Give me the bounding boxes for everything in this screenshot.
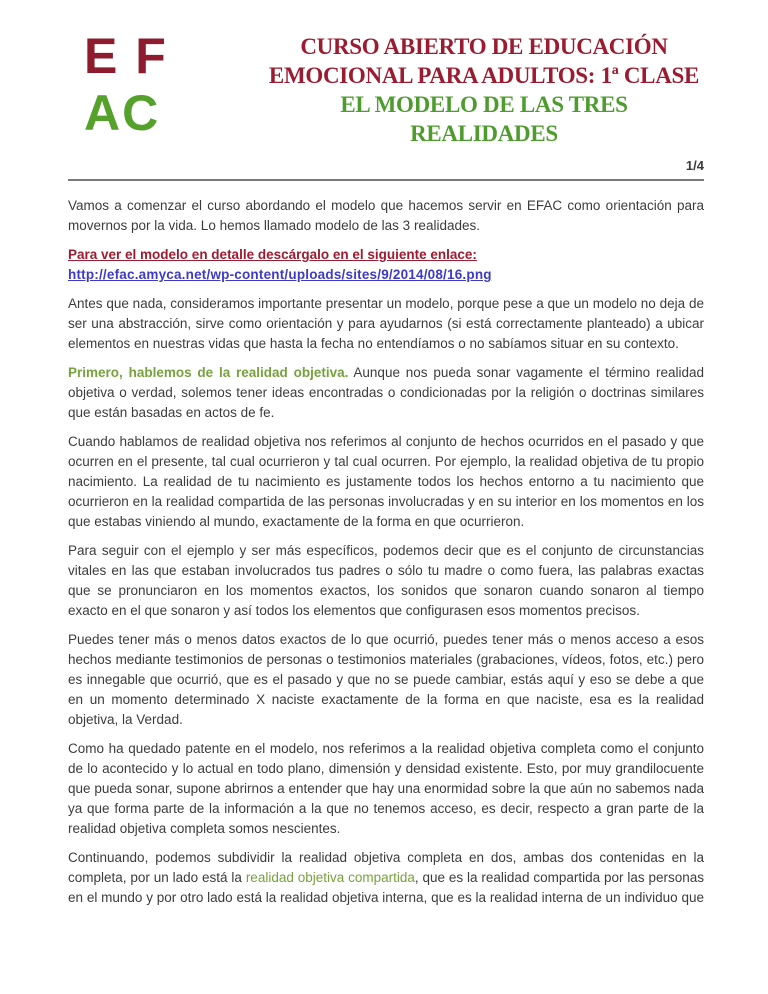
paragraph-birth-example: Cuando hablamos de realidad objetiva nos referimos al conjunto de hechos ocurridos en el pasado y que ocurren en el presente, tal cual ocurrieron y tal cual ocurren. Por ejemplo, la realidad objetiva de tu propio nacimiento. La realidad de tu nacimiento es justamente todos los hechos entorno a tu nacimiento que ocurrieron en la realidad compartida de las personas involucradas y en su interior en los momentos en los que estabas viniendo al mundo, exactamente de la forma en que ocurrieron. [68,434,704,529]
paragraph-specifics: Para seguir con el ejemplo y ser más específicos, podemos decir que es el conjunto de circunstancias vitales en las que estaban involucrados tus padres o sólo tu madre o como fuera, las palabras exactas que se pronunciaron en los momentos exactos, los sonidos que sonaron cuando sonaron al tiempo exacto en el que sonaron y así todos los elementos que configurasen esos momentos precisos. [68,543,704,618]
paragraph-testimonies: Puedes tener más o menos datos exactos de lo que ocurrió, puedes tener más o menos acceso a esos hechos mediante testimonios de personas o testimonios materiales (grabaciones, vídeos, fotos, etc.) pero es innegable que ocurrió, que es el pasado y que no se puede cambiar, estás aquí y eso se debe a que en un momento determinado X naciste exactamente de la forma en que naciste, esa es la realidad objetiva, la Verdad. [68,632,704,727]
paragraph-download [68,245,704,285]
logo-letters-ac: AC [84,85,161,141]
course-title-line3: EL MODELO DE LAS TRES [340,92,628,117]
objective-reality-lead: Primero, hablemos de la realidad objetiva. [68,365,349,380]
course-title-line2: EMOCIONAL PARA ADULTOS: 1ª CLASE [268,63,700,88]
paragraph-objective-reality [68,363,704,423]
paragraph-complete-reality: Como ha quedado patente en el modelo, nos referimos a la realidad objetiva completa como el conjunto de lo acontecido y lo actual en todo plano, dimensión y densidad existente. Esto, por muy grandilocuente que pueda sonar, supone abrirnos a entender que hay una enormidad sobre la que aún no sabemos nada ya que forma parte de la información a la que no tenemos acceso, es decir, respecto a gran parte de la realidad objetiva completa somos nescientes. [68,741,704,836]
shared-reality-highlight: realidad objetiva compartida [245,870,415,885]
header-divider [68,179,704,181]
objective-reality-rest: Aunque nos pueda sonar vagamente el término realidad objetiva o verdad, solemos tener ideas encontradas o condicionadas por la religión o doctrinas similares que están basadas en actos de fe. [68,365,705,420]
paragraph-model-importance: Antes que nada, consideramos importante presentar un modelo, porque pese a que un modelo no deja de ser una abstracción, sirve como orientación y para ayudarnos (si está correctamente planteado) a ubicar elementos en nuestras vidas que hasta la fecha no entendíamos o no sabíamos situar en su contexto. [68,296,704,351]
logo-letters-ef: E F [84,28,168,84]
efac-logo [84,28,168,142]
model-download-link[interactable]: http://efac.amyca.net/wp-content/uploads/sites/9/2014/08/16.png [68,267,492,282]
course-title-line1: CURSO ABIERTO DE EDUCACIÓN [300,34,668,59]
subdivision-end: , que es la realidad compartida por las personas en el mundo y por otro lado está la realidad objetiva interna, que es la realidad interna de un individuo que [68,870,705,905]
course-title-line4: REALIDADES [410,121,558,146]
paragraph-intro: Vamos a comenzar el curso abordando el modelo que hacemos servir en EFAC como orientación para movernos por la vida. Lo hemos llamado modelo de las 3 realidades. [68,198,704,233]
course-title [243,32,725,148]
download-instruction: Para ver el modelo en detalle descárgalo en el siguiente enlace: [68,247,477,262]
subdivision-start: Continuando, podemos subdividir la realidad objetiva completa en dos, ambas dos contenidas en la completa, por un lado está la [68,850,704,885]
page-number: 1/4 [685,158,704,173]
paragraph-subdivision [68,848,704,908]
document-body [68,196,704,917]
